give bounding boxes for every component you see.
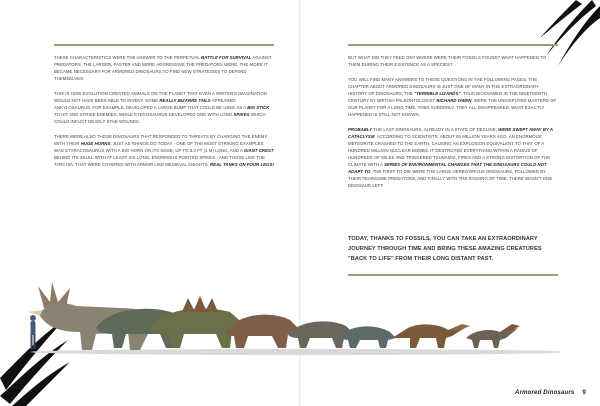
right-body-text bbox=[348, 54, 558, 197]
paragraph-text: TO HIT AND STRIKE ENEMIES, WHILE STEGOSAURUS DEVELOPED ONE WITH LONG bbox=[54, 112, 234, 117]
emphasis-text: SPIKES bbox=[233, 112, 250, 117]
paragraph-text: YOU WILL FIND MANY ANSWERS TO THESE QUESTIONS IN THE FOLLOWING PAGES. bbox=[348, 77, 528, 82]
emphasis-text: PROBABLY bbox=[348, 127, 373, 132]
paragraph-text: AGAINST PREDATORS. THE LARGER, FASTER AND MORE AGGRESSIVE THE PREDATORS WERE, THE MORE IT BECAME NECESSARY FOR ARMORED DINOSAURS TO FIND NEW STRATEGIES TO DEFEND THEMSELVES. bbox=[54, 55, 272, 81]
body-paragraph bbox=[54, 90, 274, 125]
dinosaur-lineup-illustration bbox=[0, 268, 560, 358]
emphasis-text: RICHARD OWEN bbox=[436, 98, 472, 103]
section-title: Armored Dinosaurs bbox=[515, 390, 575, 396]
paragraph-text: APPEARED. ANKYLOSAURUS, FOR EXAMPLE, DEVELOPED A LARGE BUMP THAT COULD BE USED AS A bbox=[54, 98, 248, 110]
paragraph-text: , JUST AS RHINOS DO TODAY - ONE OF THE MOST STRIKING EXAMPLES WAS STYRACOSAURUS WITH A BIG HORN ON ITS NOSE, UP TO 3.3 FT (1 M) LONG, AND A bbox=[54, 141, 264, 153]
paragraph-text: THESE CHARACTERISTICS WERE THE ANSWER TO THE PERPETUAL bbox=[54, 55, 201, 60]
top-rule bbox=[54, 44, 274, 46]
emphasis-text: BIG STICK bbox=[247, 105, 270, 110]
emphasis-text: GIANT CREST bbox=[243, 148, 274, 153]
emphasis-text: "TERRIBLE LIZARDS" bbox=[414, 91, 461, 96]
body-paragraph bbox=[54, 133, 274, 168]
emphasis-text: REALLY BIZARRE TAILS bbox=[159, 98, 211, 103]
page-number: 9 bbox=[582, 390, 586, 396]
paragraph-text: THIS IS HOW EVOLUTION CREATED ANIMALS ON THE PLANET THAT EVEN A WRITER'S IMAGINATION WOULD NOT HAVE BEEN ABLE TO INVENT. SOME bbox=[54, 91, 267, 103]
paragraph-text: THE CHAPTER ABOUT ARMORED DINOSAURS IS JUST ONE OF MANY IN THE EXTRAORDINARY HISTORY OF DINOSAURS, THE bbox=[348, 77, 540, 96]
top-rule bbox=[348, 44, 558, 46]
left-body-text bbox=[54, 54, 274, 176]
highlight-paragraph: TODAY, THANKS TO FOSSILS, YOU CAN TAKE AN EXTRAORDINARY JOURNEY THROUGH TIME AND BRING THESE AMAZING CREATURES "BACK TO LIFE" FROM THEIR LONG DISTANT PAST. bbox=[348, 236, 542, 262]
emphasis-text: BATTLE FOR SURVIVAL bbox=[200, 55, 252, 60]
body-paragraph bbox=[348, 126, 558, 189]
paragraph-text: THERE WERE ALSO THOSE DINOSAURS THAT RESPONDED TO THREATS BY CHARGING THE ENEMY WITH THEIR bbox=[54, 134, 268, 146]
small-dinosaur-illustration bbox=[466, 324, 520, 348]
paragraph-text: , WERE THE UNDISPUTED MASTERS OF OUR PLANET FOR A LONG TIME. THEN SUDDENLY, THEY ALL DISAPPEARED. WHAT EXACTLY HAPPENED IS STILL NOT KNOWN. bbox=[348, 98, 557, 117]
page-footer bbox=[515, 390, 586, 396]
paragraph-text: . ACCORDING TO SCIENTISTS, ABOUT 65 MILLION YEARS AGO, AN ENORMOUS METEORITE CRASHED TO THE EARTH, CAUSING AN EXPLOSION EQUIVALENT TO THAT OF A HUNDRED MILLION NUCLEAR BOMBS. IT DESTROYED EVERYTHING WITHIN A RADIUS OF HUNDREDS OF MILES AND TRIGGERED TSUNAMIS, FIRES AND A STRONG DISTORTION OF THE CLIMATE WITH A bbox=[348, 134, 551, 167]
human-scale-figure bbox=[30, 315, 36, 349]
paragraph-text: BEHIND ITS SKULL WITH AT LEAST SIX LONG, ENORMOUS POINTED SPIKES - AND THOSE LIKE THE TARCHIA, THAT WERE COVERED WITH ARMOR LIKE MEDIEVAL KNIGHTS. bbox=[54, 155, 265, 167]
raptor-illustration bbox=[392, 324, 470, 348]
emphasis-text: HUGE HORNS bbox=[80, 141, 111, 146]
paragraph-text: THE LAST DINOSAURS, ALREADY IN A STATE OF DECLINE, bbox=[372, 127, 499, 132]
emphasis-text: WERE SWEPT AWAY BY A CATACLYSM bbox=[348, 127, 553, 139]
emphasis-text: REAL TANKS ON FOUR LEGS! bbox=[210, 162, 274, 167]
emphasis-text: SERIES OF ENVIRONMENTAL CHANGES THAT THE DINOSAURS COULD NOT ADAPT TO bbox=[348, 162, 547, 174]
body-paragraph bbox=[54, 54, 274, 82]
paragraph-text: , THUS NICKNAMED IN THE NINETEENTH CENTURY BY BRITISH PALEONTOLOGIST bbox=[348, 91, 547, 103]
body-paragraph bbox=[348, 54, 558, 68]
body-paragraph bbox=[348, 76, 558, 118]
paragraph-text: BUT WHAT DID THEY FEED ON? WHERE WERE THEIR FOSSILS FOUND? WHAT HAPPENED TO THEM DURING THEIR EXISTENCE AS A SPECIES? bbox=[348, 55, 547, 67]
paragraph-text: . THE FIRST TO DIE WERE THE LARGE HERBIVOROUS DINOSAURS, FOLLOWED BY THEIR FEARSOME PREDATORS, AND FINALLY WITH THE PASSING OF TIME, THERE WASN'T ONE DINOSAUR LEFT. bbox=[348, 169, 553, 188]
ground-shadow bbox=[30, 349, 560, 355]
paragraph-text: WHICH COULD INFLICT DEADLY STAB WOUNDS. bbox=[54, 112, 266, 124]
